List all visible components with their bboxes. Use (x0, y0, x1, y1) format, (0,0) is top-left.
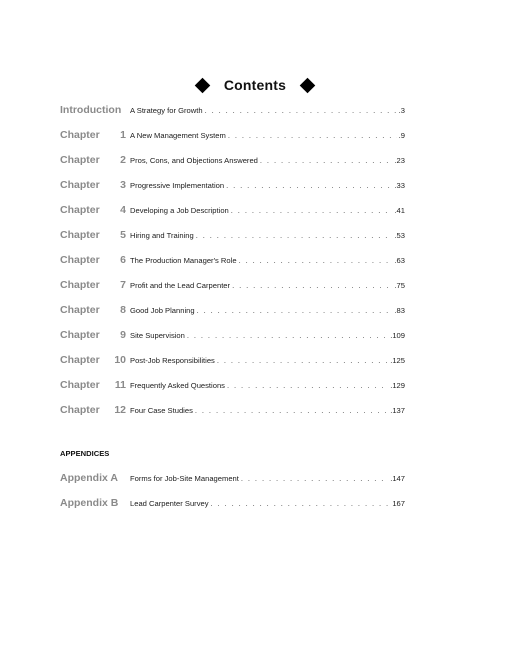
dot-leader (211, 499, 391, 508)
toc-label-text: Introduction (60, 104, 122, 116)
dot-leader (241, 474, 388, 483)
toc-entry (130, 181, 405, 190)
toc-label (60, 304, 130, 316)
toc-row-appendix-a[interactable] (60, 472, 405, 488)
toc-entry (130, 231, 405, 240)
toc-page-number: .9 (398, 131, 405, 140)
toc-row-chapter-7[interactable] (60, 279, 405, 295)
chapter-number: 5 (120, 229, 126, 241)
chapter-number: 2 (120, 154, 126, 166)
toc-row-chapter-12[interactable] (60, 404, 405, 420)
toc-label-text: Chapter (60, 254, 100, 266)
toc-page-number: .147 (390, 474, 405, 483)
toc-page-number: .53 (394, 231, 405, 240)
toc-label (60, 179, 130, 191)
chapter-number: 6 (120, 254, 126, 266)
toc-label (60, 229, 130, 241)
toc-label (60, 404, 130, 416)
toc-row-chapter-4[interactable] (60, 204, 405, 220)
toc-label (60, 204, 130, 216)
toc-entry-title: Progressive Implementation (130, 181, 225, 190)
toc-row-chapter-3[interactable] (60, 179, 405, 195)
toc-entry (130, 331, 405, 340)
toc-page-number: .137 (390, 406, 405, 415)
toc-row-chapter-8[interactable] (60, 304, 405, 320)
toc-page-number: .63 (394, 256, 405, 265)
toc-label (60, 104, 130, 116)
toc-label-text: Chapter (60, 129, 100, 141)
toc-row-chapter-11[interactable] (60, 379, 405, 395)
toc-entry-title: Four Case Studies (130, 406, 193, 415)
dot-leader (195, 406, 388, 415)
toc-entry (130, 474, 405, 483)
toc-page-number: .3 (398, 106, 405, 115)
toc-entry-title: Forms for Job-Site Management (130, 474, 239, 483)
chapter-number: 8 (120, 304, 126, 316)
toc-page-number: .109 (390, 331, 405, 340)
chapter-number: 11 (114, 379, 126, 391)
toc-entry (130, 499, 405, 508)
chapter-number: 3 (120, 179, 126, 191)
toc-label-text: Chapter (60, 354, 100, 366)
toc-row-chapter-5[interactable] (60, 229, 405, 245)
toc-label-text: Chapter (60, 329, 100, 341)
toc-label (60, 497, 130, 509)
toc-entry-title: Frequently Asked Questions (130, 381, 225, 390)
toc-entry (130, 156, 405, 165)
toc-row-appendix-b[interactable] (60, 497, 405, 513)
dot-leader (226, 181, 392, 190)
toc-label (60, 279, 130, 291)
toc-page-number: .125 (390, 356, 405, 365)
toc-label (60, 354, 130, 366)
dot-leader (232, 281, 392, 290)
page-title: Contents (223, 77, 287, 93)
dot-leader (205, 106, 397, 115)
toc-page-number: .23 (394, 156, 405, 165)
chapter-number: 4 (120, 204, 126, 216)
toc-entry-title: The Production Manager's Role (130, 256, 237, 265)
dot-leader (228, 131, 397, 140)
chapter-number: 10 (114, 354, 126, 366)
toc-entry-title: Developing a Job Description (130, 206, 229, 215)
toc-entry-title: Lead Carpenter Survey (130, 499, 209, 508)
chapter-number: 12 (114, 404, 126, 416)
toc-page-number: .129 (390, 381, 405, 390)
toc-label (60, 154, 130, 166)
toc-entry-title: Good Job Planning (130, 306, 195, 315)
toc-row-chapter-1[interactable] (60, 129, 405, 145)
toc-entry-title: A Strategy for Growth (130, 106, 203, 115)
dot-leader (187, 331, 388, 340)
toc-label-text: Chapter (60, 279, 100, 291)
toc-label-text: Chapter (60, 229, 100, 241)
toc-page-number: 167 (392, 499, 405, 508)
dot-leader (196, 231, 393, 240)
dot-leader (227, 381, 388, 390)
toc-label (60, 379, 130, 391)
toc-entry (130, 206, 405, 215)
toc-label-text: Appendix A (60, 472, 118, 484)
contents-header (0, 74, 510, 96)
toc-entry-title: Hiring and Training (130, 231, 194, 240)
toc-entry-title: A New Management System (130, 131, 226, 140)
toc-entry (130, 131, 405, 140)
dot-leader (260, 156, 393, 165)
toc-label-text: Chapter (60, 179, 100, 191)
toc-label-text: Chapter (60, 304, 100, 316)
toc-label-text: Chapter (60, 404, 100, 416)
toc-label (60, 254, 130, 266)
dot-leader (231, 206, 393, 215)
dot-leader (217, 356, 388, 365)
toc-label (60, 472, 130, 484)
toc-entry (130, 106, 405, 115)
toc-entry (130, 256, 405, 265)
toc-page-number: .33 (394, 181, 405, 190)
diamond-right-icon (300, 77, 316, 93)
toc-page-number: .83 (394, 306, 405, 315)
toc-row-chapter-9[interactable] (60, 329, 405, 345)
toc-row-chapter-6[interactable] (60, 254, 405, 270)
toc-label (60, 129, 130, 141)
toc-page-number: .75 (394, 281, 405, 290)
toc-label-text: Chapter (60, 204, 100, 216)
toc-entry (130, 356, 405, 365)
toc-entry-title: Profit and the Lead Carpenter (130, 281, 231, 290)
appendices-heading: APPENDICES (60, 449, 110, 458)
chapter-number: 9 (120, 329, 126, 341)
toc-label-text: Chapter (60, 379, 100, 391)
toc-entry (130, 281, 405, 290)
toc-entry (130, 406, 405, 415)
toc-entry (130, 381, 405, 390)
toc-label-text: Chapter (60, 154, 100, 166)
dot-leader (239, 256, 393, 265)
toc-label-text: Appendix B (60, 497, 119, 509)
chapter-number: 1 (120, 129, 126, 141)
toc-label (60, 329, 130, 341)
toc-page-number: .41 (394, 206, 405, 215)
dot-leader (197, 306, 393, 315)
chapter-number: 7 (120, 279, 126, 291)
toc-entry-title: Post-Job Responsibilities (130, 356, 215, 365)
toc-row-chapter-10[interactable] (60, 354, 405, 370)
toc-entry (130, 306, 405, 315)
toc-entry-title: Pros, Cons, and Objections Answered (130, 156, 258, 165)
toc-entry-title: Site Supervision (130, 331, 185, 340)
toc-row-introduction[interactable] (60, 104, 405, 120)
diamond-left-icon (195, 77, 211, 93)
toc-row-chapter-2[interactable] (60, 154, 405, 170)
